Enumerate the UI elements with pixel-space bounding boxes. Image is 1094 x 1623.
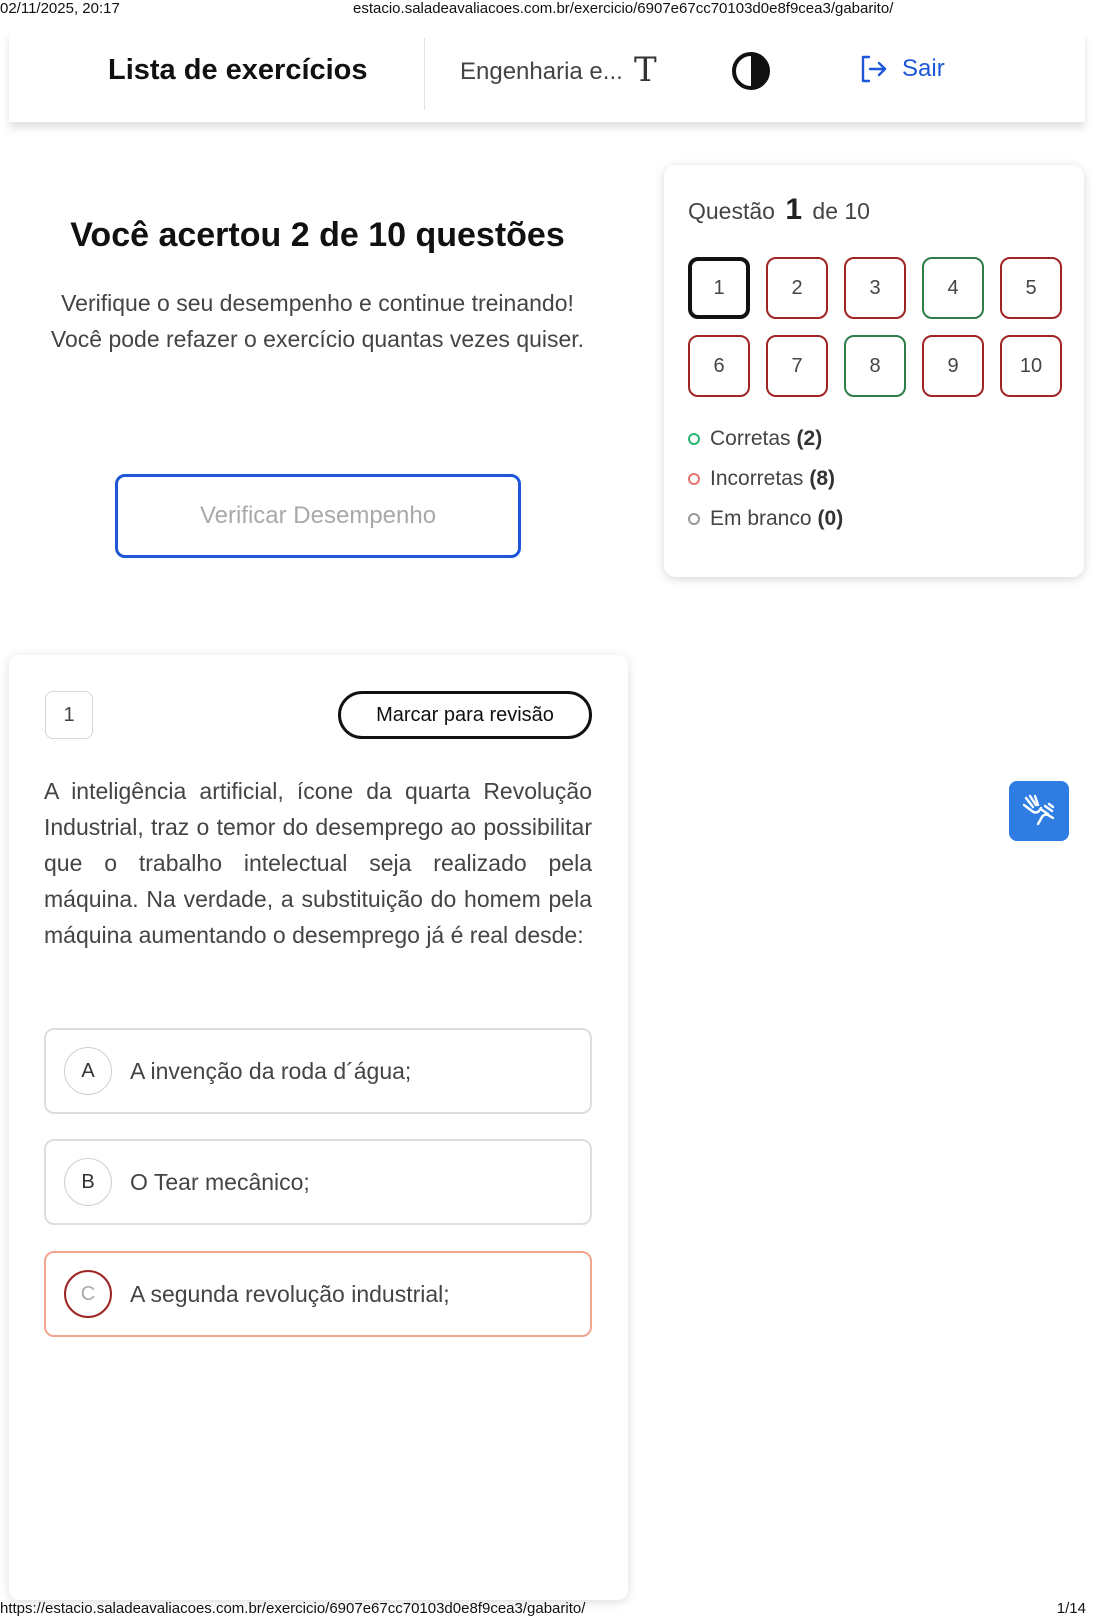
question-button[interactable]: 2 — [766, 257, 828, 319]
legend-correct-count: (2) — [796, 427, 823, 450]
legend-incorrect — [688, 459, 843, 499]
sign-language-icon — [1020, 792, 1058, 830]
question-button[interactable]: 4 — [922, 257, 984, 319]
option-letter: C — [64, 1270, 112, 1318]
print-header — [0, 0, 1094, 20]
option-letter: B — [64, 1158, 112, 1206]
logout-label: Sair — [902, 55, 945, 82]
question-button[interactable]: 10 — [1000, 335, 1062, 397]
header-divider — [424, 38, 425, 110]
verify-performance-button[interactable]: Verificar Desempenho — [115, 474, 521, 558]
logout-icon — [858, 54, 888, 84]
sign-language-button[interactable] — [1009, 781, 1069, 841]
question-indicator — [688, 193, 870, 227]
correct-dot-icon — [688, 433, 700, 445]
result-summary — [50, 213, 585, 357]
question-button[interactable]: 9 — [922, 335, 984, 397]
mark-for-review-button[interactable]: Marcar para revisão — [338, 691, 592, 739]
question-button[interactable]: 7 — [766, 335, 828, 397]
question-number-badge: 1 — [45, 691, 93, 739]
print-datetime: 02/11/2025, 20:17 — [0, 0, 120, 17]
legend-blank-label: Em branco — [710, 507, 812, 530]
question-button[interactable]: 5 — [1000, 257, 1062, 319]
print-footer — [0, 1600, 1094, 1622]
legend-correct — [688, 419, 843, 459]
current-question-number: 1 — [785, 193, 803, 226]
option-b[interactable] — [44, 1139, 592, 1225]
contrast-icon[interactable] — [732, 52, 770, 90]
page-title: Lista de exercícios — [108, 54, 368, 86]
status-legend — [688, 419, 843, 539]
option-a[interactable] — [44, 1028, 592, 1114]
print-url-bottom: https://estacio.saladeavaliacoes.com.br/exercicio/6907e67cc70103d0e8f9cea3/gabarito/ — [0, 1600, 586, 1617]
print-url: estacio.saladeavaliacoes.com.br/exercicio/6907e67cc70103d0e8f9cea3/gabarito/ — [353, 0, 894, 17]
legend-incorrect-count: (8) — [809, 467, 836, 490]
option-text: O Tear mecânico; — [130, 1168, 310, 1195]
incorrect-dot-icon — [688, 473, 700, 485]
option-text: A segunda revolução industrial; — [130, 1280, 450, 1307]
question-navigator — [664, 165, 1084, 577]
question-total: de 10 — [812, 198, 870, 224]
print-page-number: 1/14 — [1056, 1600, 1086, 1617]
course-name: Engenharia e... — [460, 58, 623, 85]
legend-incorrect-label: Incorretas — [710, 467, 804, 490]
result-title: Você acertou 2 de 10 questões — [70, 216, 565, 254]
question-card — [9, 655, 628, 1600]
option-c[interactable] — [44, 1251, 592, 1337]
blank-dot-icon — [688, 513, 700, 525]
question-prefix: Questão — [688, 198, 775, 224]
logout-button[interactable] — [858, 54, 945, 84]
result-subtitle: Verifique o seu desempenho e continue treinando! Você pode refazer o exercício quantas vezes quiser. — [50, 290, 585, 352]
text-size-icon[interactable]: T — [634, 50, 657, 90]
top-bar — [9, 32, 1085, 122]
question-button[interactable]: 6 — [688, 335, 750, 397]
question-button[interactable]: 3 — [844, 257, 906, 319]
question-statement: A inteligência artificial, ícone da quarta Revolução Industrial, traz o temor do desemprego ao possibilitar que o trabalho intelectual seja realizado pela máquina. Na verdade, a substituição do homem pela máquina aumentando o desemprego já é real desde: — [44, 778, 592, 948]
legend-blank-count: (0) — [817, 507, 844, 530]
legend-correct-label: Corretas — [710, 427, 791, 450]
question-button[interactable]: 8 — [844, 335, 906, 397]
option-text: A invenção da roda d´água; — [130, 1057, 412, 1084]
legend-blank — [688, 499, 843, 539]
option-letter: A — [64, 1047, 112, 1095]
question-grid — [688, 257, 1062, 397]
question-button[interactable]: 1 — [688, 257, 750, 319]
